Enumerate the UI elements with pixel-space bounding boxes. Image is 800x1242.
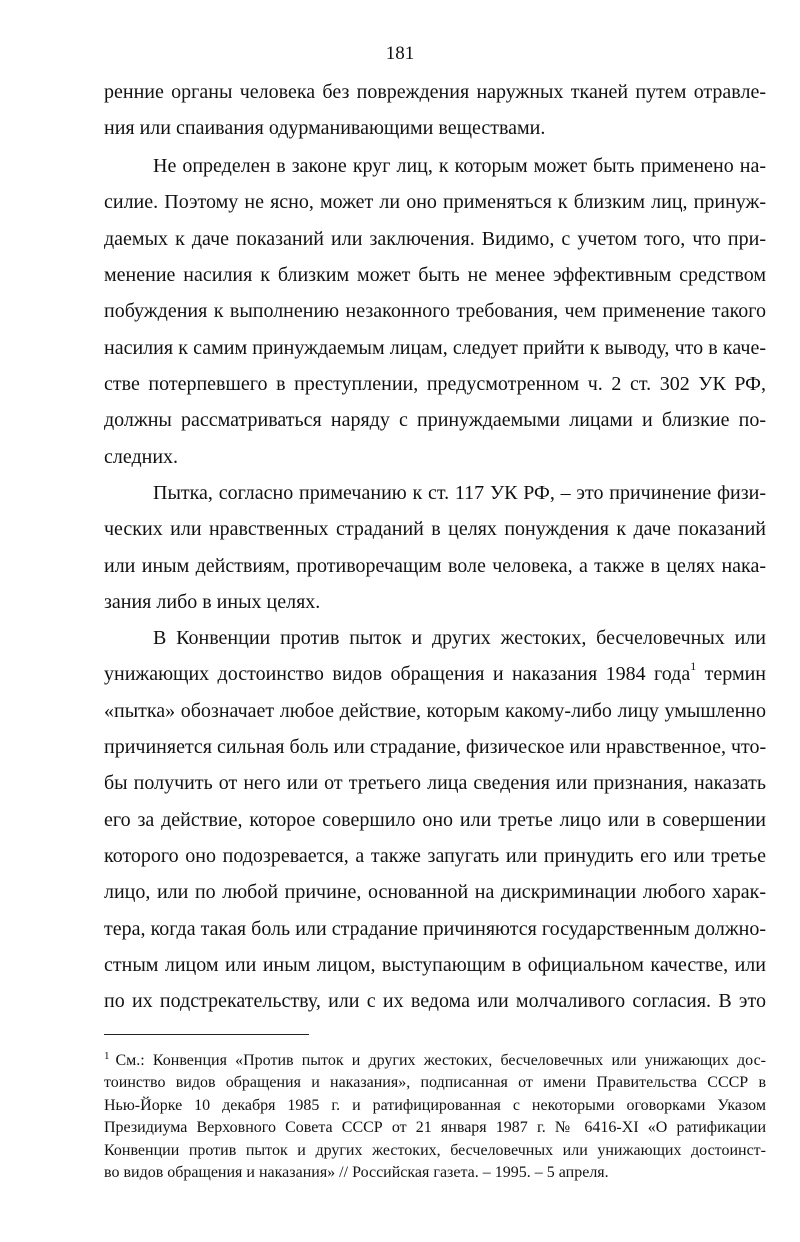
body-line: или иным действиям, противоречащим воле человека, а также в целях нака- bbox=[104, 555, 766, 577]
body-line-text: термин bbox=[704, 663, 767, 685]
body-line: Не определен в законе круг лиц, к которым может быть применено на- bbox=[153, 155, 766, 177]
body-line: стным лицом или иным лицом, выступающим в официальном качестве, или bbox=[104, 954, 766, 976]
body-line: менение насилия к близким может быть не менее эффективным средством bbox=[104, 264, 766, 286]
body-line: лицо, или по любой причине, основанной на дискриминации любого харак- bbox=[104, 881, 766, 903]
body-line: даемых к даче показаний или заключения. Видимо, с учетом того, что при- bbox=[104, 228, 766, 250]
body-line: побуждения к выполнению незаконного требования, чем применение такого bbox=[104, 300, 766, 322]
body-line: насилия к самим принуждаемым лицам, следует прийти к выводу, что в каче- bbox=[104, 337, 766, 359]
body-line: следних. bbox=[104, 446, 179, 468]
body-line-text: унижающих достоинство видов обращения и наказания 1984 года bbox=[104, 663, 691, 685]
body-line: «пытка» обозначает любое действие, которым какому-либо лицу умышленно bbox=[104, 700, 766, 722]
footnote-line bbox=[104, 1050, 766, 1072]
body-line: причиняется сильная боль или страдание, физическое или нравственное, что- bbox=[104, 736, 767, 758]
footnote-line: тоинство видов обращения и наказания», подписанная от имени Правительства СССР в bbox=[104, 1074, 766, 1091]
body-line: зания либо в иных целях. bbox=[104, 591, 321, 613]
footnote-line: Конвенции против пыток и других жестоких, бесчеловечных или унижающих достоинст- bbox=[104, 1142, 766, 1159]
body-line: силие. Поэтому не ясно, может ли оно применяться к близким лиц, принуж- bbox=[104, 191, 766, 213]
body-line: тера, когда такая боль или страдание причиняются государственным должно- bbox=[104, 918, 766, 940]
body-line bbox=[104, 660, 766, 688]
body-line: бы получить от него или от третьего лица сведения или признания, наказать bbox=[104, 772, 766, 794]
footnote-reference[interactable]: 1 bbox=[690, 659, 697, 674]
footnote-marker: 1 bbox=[104, 1050, 110, 1062]
body-line: по их подстрекательству, или с их ведома или молчаливого согласия. В это bbox=[104, 990, 766, 1012]
body-line: ренние органы человека без повреждения наружных тканей путем отравле- bbox=[104, 81, 766, 103]
body-line: В Конвенции против пыток и других жестоких, бесчеловечных или bbox=[153, 627, 766, 649]
footnote-separator bbox=[104, 1034, 309, 1035]
footnote-line: Президиума Верховного Совета СССР от 21 января 1987 г. № 6416-XI «О ратификации bbox=[104, 1119, 766, 1136]
body-line: должны рассматриваться наряду с принуждаемыми лицами и близкие по- bbox=[104, 409, 766, 431]
page-number: 181 bbox=[385, 43, 415, 64]
footnote-text: См.: Конвенция «Против пыток и других жестоких, бесчеловечных или унижающих дос- bbox=[115, 1052, 766, 1069]
body-line: его за действие, которое совершило оно или третье лицо или в совершении bbox=[104, 809, 766, 831]
body-line: ния или спаивания одурманивающими веществами. bbox=[104, 117, 546, 139]
footnote-line: Нью-Йорке 10 декабря 1985 г. и ратифицированная с некоторыми оговорками Указом bbox=[104, 1097, 766, 1114]
body-line: Пытка, согласно примечанию к ст. 117 УК РФ, – это причинение физи- bbox=[153, 482, 766, 504]
footnote-line: во видов обращения и наказания» // Российская газета. – 1995. – 5 апреля. bbox=[104, 1164, 609, 1181]
body-line: стве потерпевшего в преступлении, предусмотренном ч. 2 ст. 302 УК РФ, bbox=[104, 373, 766, 395]
body-line: которого оно подозревается, а также запугать или принудить его или третье bbox=[104, 845, 766, 867]
body-line: ческих или нравственных страданий в целях понуждения к даче показаний bbox=[104, 518, 766, 540]
